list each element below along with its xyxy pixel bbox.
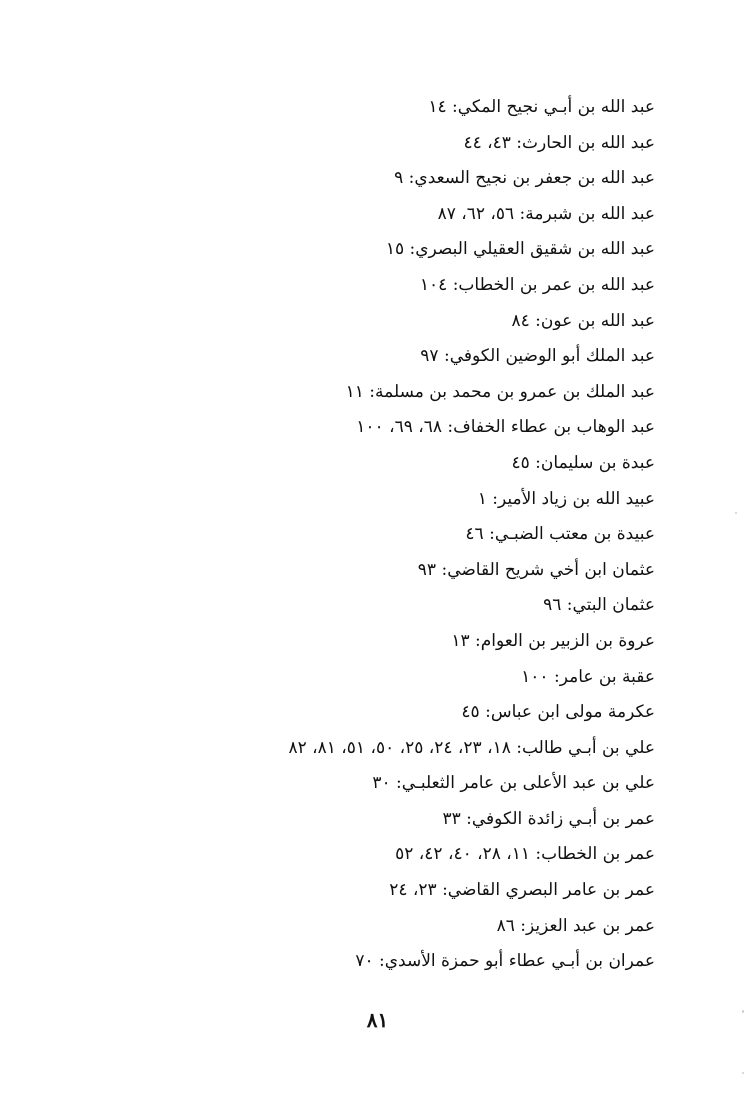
scan-speck <box>742 1072 744 1074</box>
index-entry: عمران بن أبـي عطاء أبو حمزة الأسدي: ٧٠ <box>355 951 655 972</box>
index-entry: عبد الله بن أبـي نجيح المكي: ١٤ <box>428 97 655 117</box>
name-index-list <box>55 90 655 980</box>
scan-speck <box>742 1010 744 1013</box>
index-entry: علي بن عبد الأعلى بن عامر الثعلبـي: ٣٠ <box>372 773 655 794</box>
scan-speck <box>735 512 737 514</box>
index-entry: عبد الله بن الحارث: ٤٣، ٤٤ <box>463 132 655 153</box>
index-entry: عبد الله بن جعفر بن نجيح السعدي: ٩ <box>394 168 655 189</box>
index-entry: عمر بن عبد العزيز: ٨٦ <box>496 915 655 936</box>
index-entry: عبيدة بن معتب الضبـي: ٤٦ <box>465 524 655 545</box>
index-entry: عبد الله بن عمر بن الخطاب: ١٠٤ <box>419 274 655 295</box>
index-entry: عثمان ابن أخي شريح القاضي: ٩٣ <box>417 559 655 580</box>
index-entry: عبدة بن سليمان: ٤٥ <box>511 452 655 473</box>
index-entry: عثمان البتي: ٩٦ <box>543 595 655 616</box>
index-entry: علي بن أبـي طالب: ١٨، ٢٣، ٢٤، ٢٥، ٥٠، ٥١، ٨١، ٨٢ <box>288 737 655 758</box>
index-entry: عكرمة مولى ابن عباس: ٤٥ <box>461 702 655 723</box>
index-entry: عروة بن الزبير بن العوام: ١٣ <box>451 630 655 651</box>
index-entry: عمر بن عامر البصري القاضي: ٢٣، ٢٤ <box>389 880 655 901</box>
index-entry: عبد الله بن شقيق العقيلي البصري: ١٥ <box>385 239 655 260</box>
index-entry: عبد الملك أبو الوضين الكوفي: ٩٧ <box>420 346 655 367</box>
index-entry: عبد الله بن عون: ٨٤ <box>511 310 655 331</box>
index-entry: عقبة بن عامر: ١٠٠ <box>521 666 655 687</box>
index-entry: عمر بن الخطاب: ١١، ٢٨، ٤٠، ٤٢، ٥٢ <box>395 844 655 865</box>
index-entry: عمر بن أبـي زائدة الكوفي: ٣٣ <box>442 808 655 829</box>
page-number: ٨١ <box>366 1008 389 1032</box>
index-entry: عبد الوهاب بن عطاء الخفاف: ٦٨، ٦٩، ١٠٠ <box>356 417 655 438</box>
index-entry: عبد الله بن شبرمة: ٥٦، ٦٢، ٨٧ <box>437 203 655 224</box>
index-entry: عبد الملك بن عمرو بن محمد بن مسلمة: ١١ <box>345 381 655 402</box>
index-entry: عبيد الله بن زياد الأمير: ١ <box>477 488 655 509</box>
